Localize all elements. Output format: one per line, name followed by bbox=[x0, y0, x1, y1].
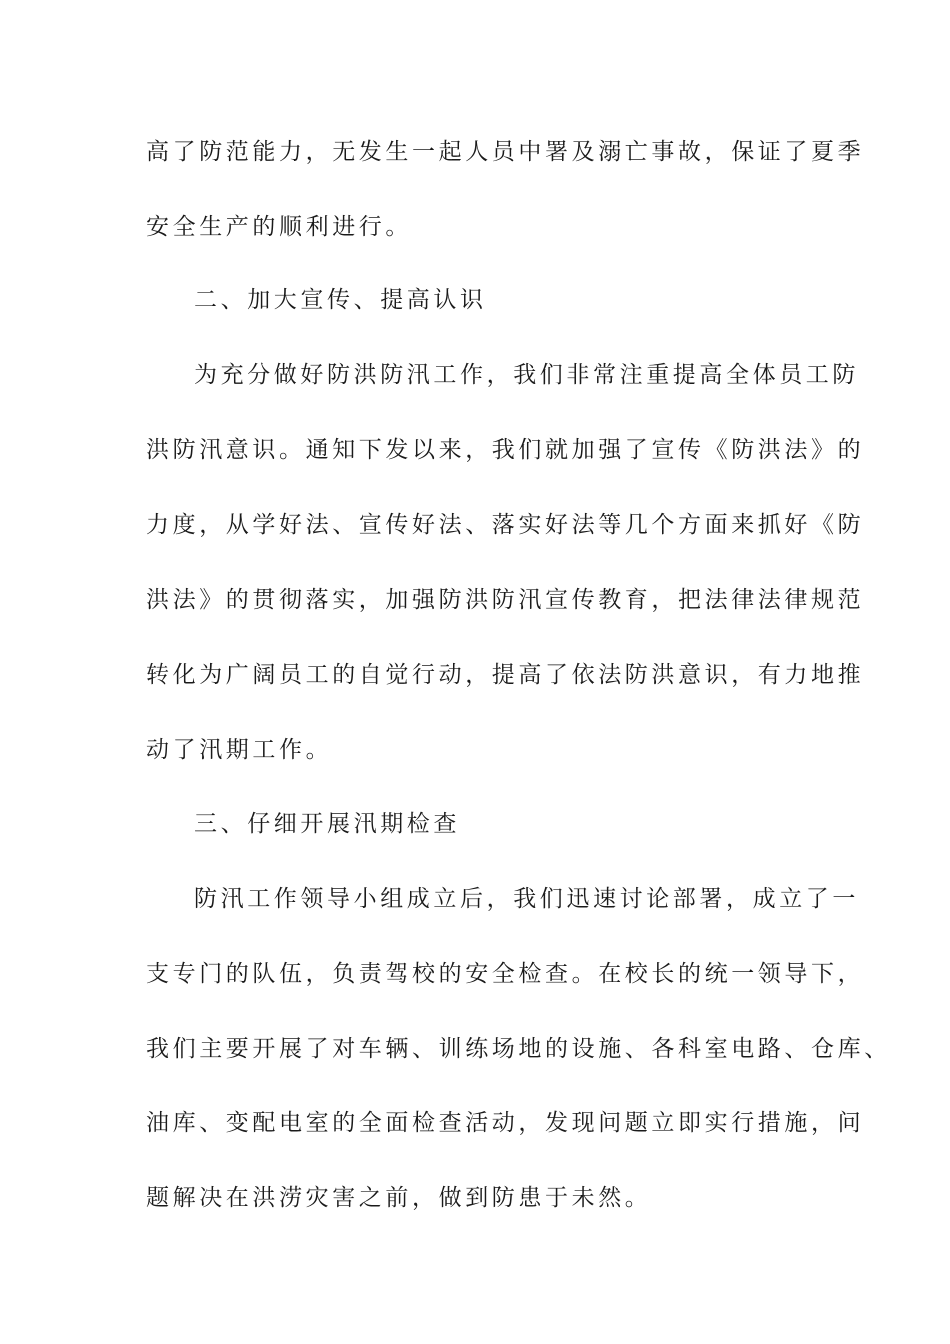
paragraph-line: 防汛工作领导小组成立后，我们迅速讨论部署，成立了一 bbox=[194, 886, 859, 912]
paragraph-line: 题解决在洪涝灾害之前，做到防患于未然。 bbox=[146, 1185, 652, 1211]
paragraph-line: 油库、变配电室的全面检查活动，发现问题立即实行措施，问 bbox=[146, 1110, 865, 1136]
section-heading: 三、仔细开展汛期检查 bbox=[194, 811, 460, 837]
paragraph-line: 转化为广阔员工的自觉行动，提高了依法防洪意识，有力地推 bbox=[146, 662, 865, 688]
paragraph-line: 安全生产的顺利进行。 bbox=[146, 214, 412, 240]
section-heading: 二、加大宣传、提高认识 bbox=[194, 287, 487, 313]
paragraph-line: 高了防范能力，无发生一起人员中署及溺亡事故，保证了夏季 bbox=[146, 139, 865, 165]
paragraph-line: 动了汛期工作。 bbox=[146, 737, 333, 763]
paragraph-line: 我们主要开展了对车辆、训练场地的设施、各科室电路、仓库、 bbox=[146, 1036, 891, 1062]
paragraph-line: 洪防汛意识。通知下发以来，我们就加强了宣传《防洪法》的 bbox=[146, 437, 865, 463]
paragraph-line: 支专门的队伍，负责驾校的安全检查。在校长的统一领导下， bbox=[146, 961, 865, 987]
paragraph-line: 力度，从学好法、宣传好法、落实好法等几个方面来抓好《防 bbox=[146, 512, 865, 538]
paragraph-line: 洪法》的贯彻落实，加强防洪防汛宣传教育，把法律法律规范 bbox=[146, 587, 865, 613]
paragraph-line: 为充分做好防洪防汛工作，我们非常注重提高全体员工防 bbox=[194, 362, 859, 388]
